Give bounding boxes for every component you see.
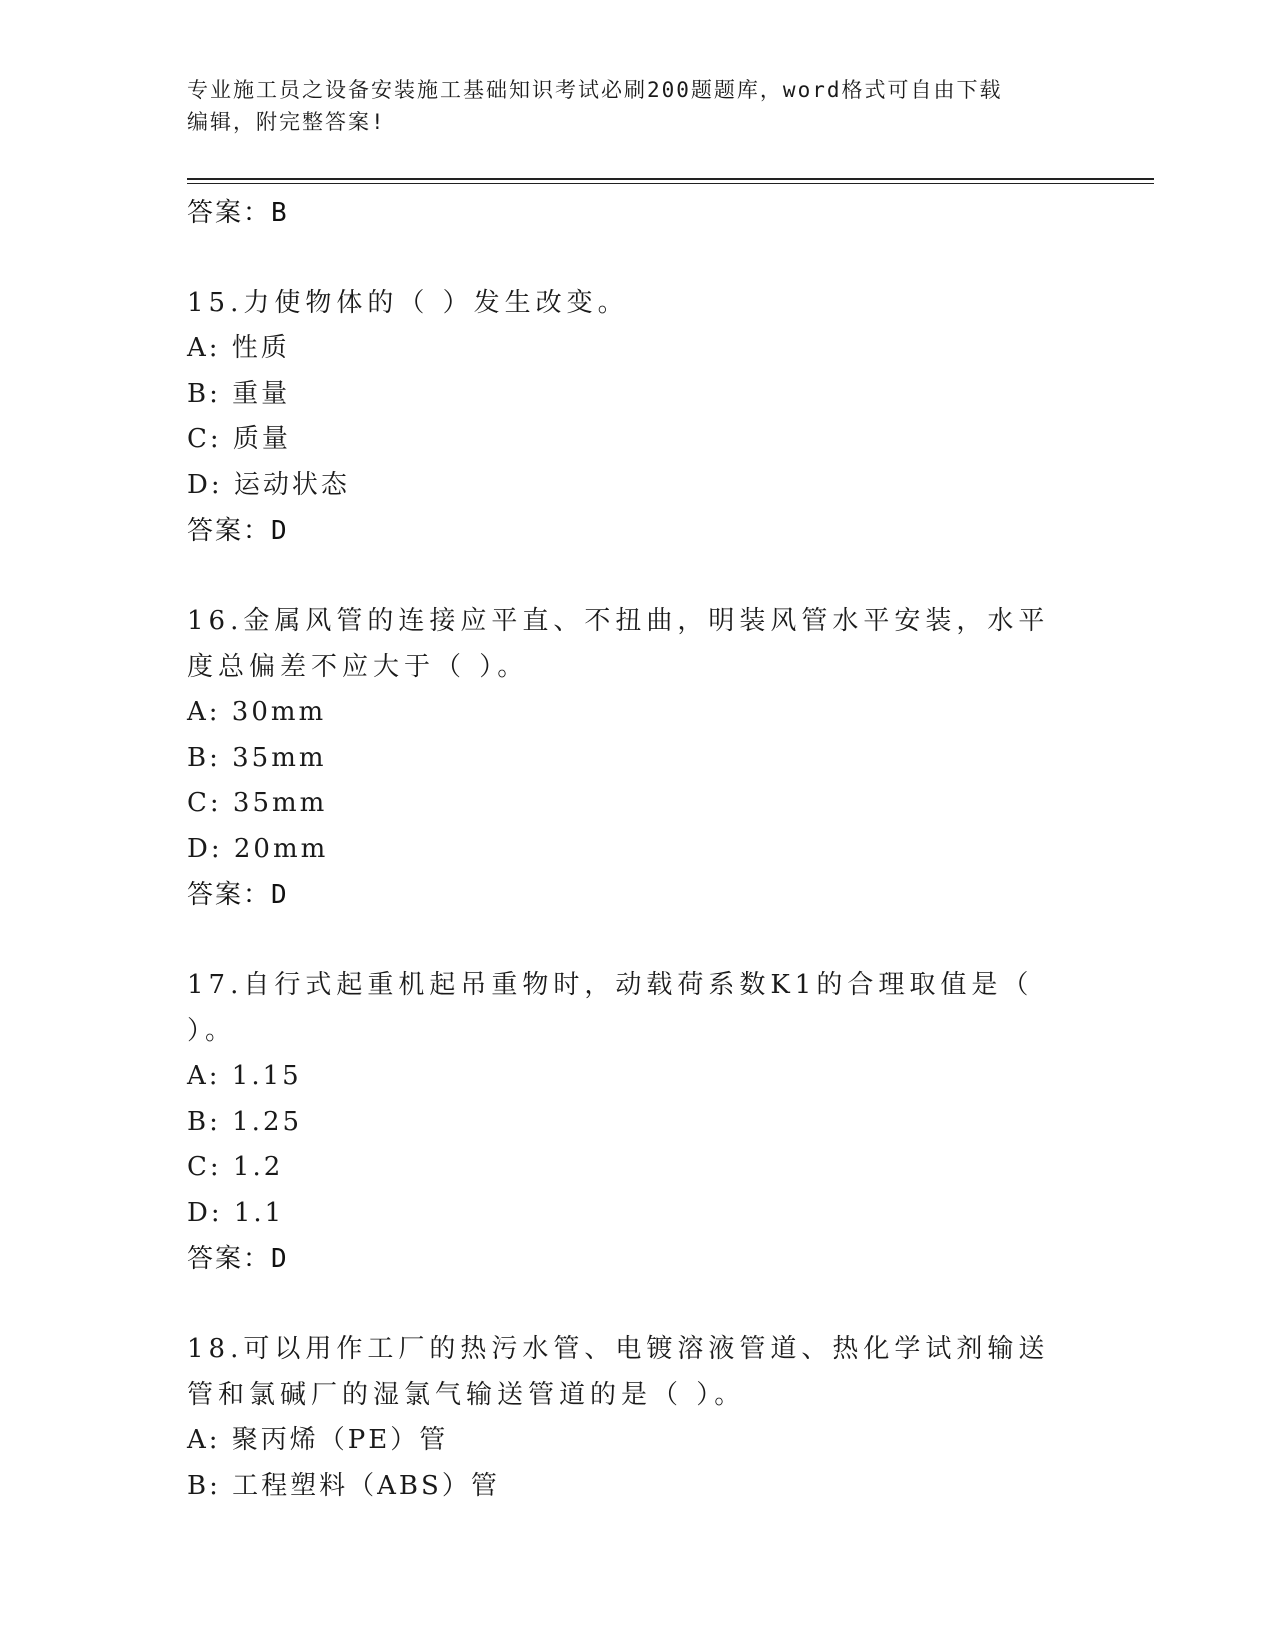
option-a: A: 30mm [187,697,327,727]
answer-line: 答案：D [187,1244,289,1274]
option-a: A: 聚丙烯（PE）管 [187,1425,449,1455]
answer-line: 答案：D [187,880,289,910]
question-text: 17.自行式起重机起吊重物时，动载荷系数K1的合理取值是（ ）。 [187,970,1034,1046]
header-divider [187,178,1154,180]
option-d: D: 1.1 [187,1197,285,1228]
question-block-15 [187,280,1087,554]
option-c: C: 1.2 [187,1152,284,1182]
header-line-2: 编辑，附完整答案! [187,110,386,134]
question-block-17 [187,962,1087,1282]
question-list [187,190,1087,1509]
question-block-18 [187,1326,1087,1509]
option-a: A: 性质 [187,333,290,363]
answer-line: 答案：D [187,516,289,546]
header-divider-thin [187,183,1154,184]
question-text: 16.金属风管的连接应平直、不扭曲，明装风管水平安装，水平度总偏差不应大于（ ）。 [187,606,1050,682]
option-d: D: 运动状态 [187,469,350,500]
header-line-1: 专业施工员之设备安装施工基础知识考试必刷200题题库，word格式可自由下载 [187,78,1003,102]
option-a: A: 1.15 [187,1061,302,1091]
answer-line: 答案：B [187,198,289,228]
option-b: B: 35mm [187,742,327,773]
option-c: C: 质量 [187,424,291,454]
option-d: D: 20mm [187,833,329,864]
question-block-16 [187,598,1087,918]
option-b: B: 1.25 [187,1106,303,1137]
question-text: 15.力使物体的（ ）发生改变。 [187,288,629,318]
option-c: C: 35mm [187,788,328,818]
question-text: 18.可以用作工厂的热污水管、电镀溶液管道、热化学试剂输送管和氯碱厂的湿氯气输送管道的是（ ）。 [187,1334,1050,1410]
option-b: B: 重量 [187,378,291,409]
page-header [187,74,1087,138]
option-b: B: 工程塑料（ABS）管 [187,1470,500,1501]
